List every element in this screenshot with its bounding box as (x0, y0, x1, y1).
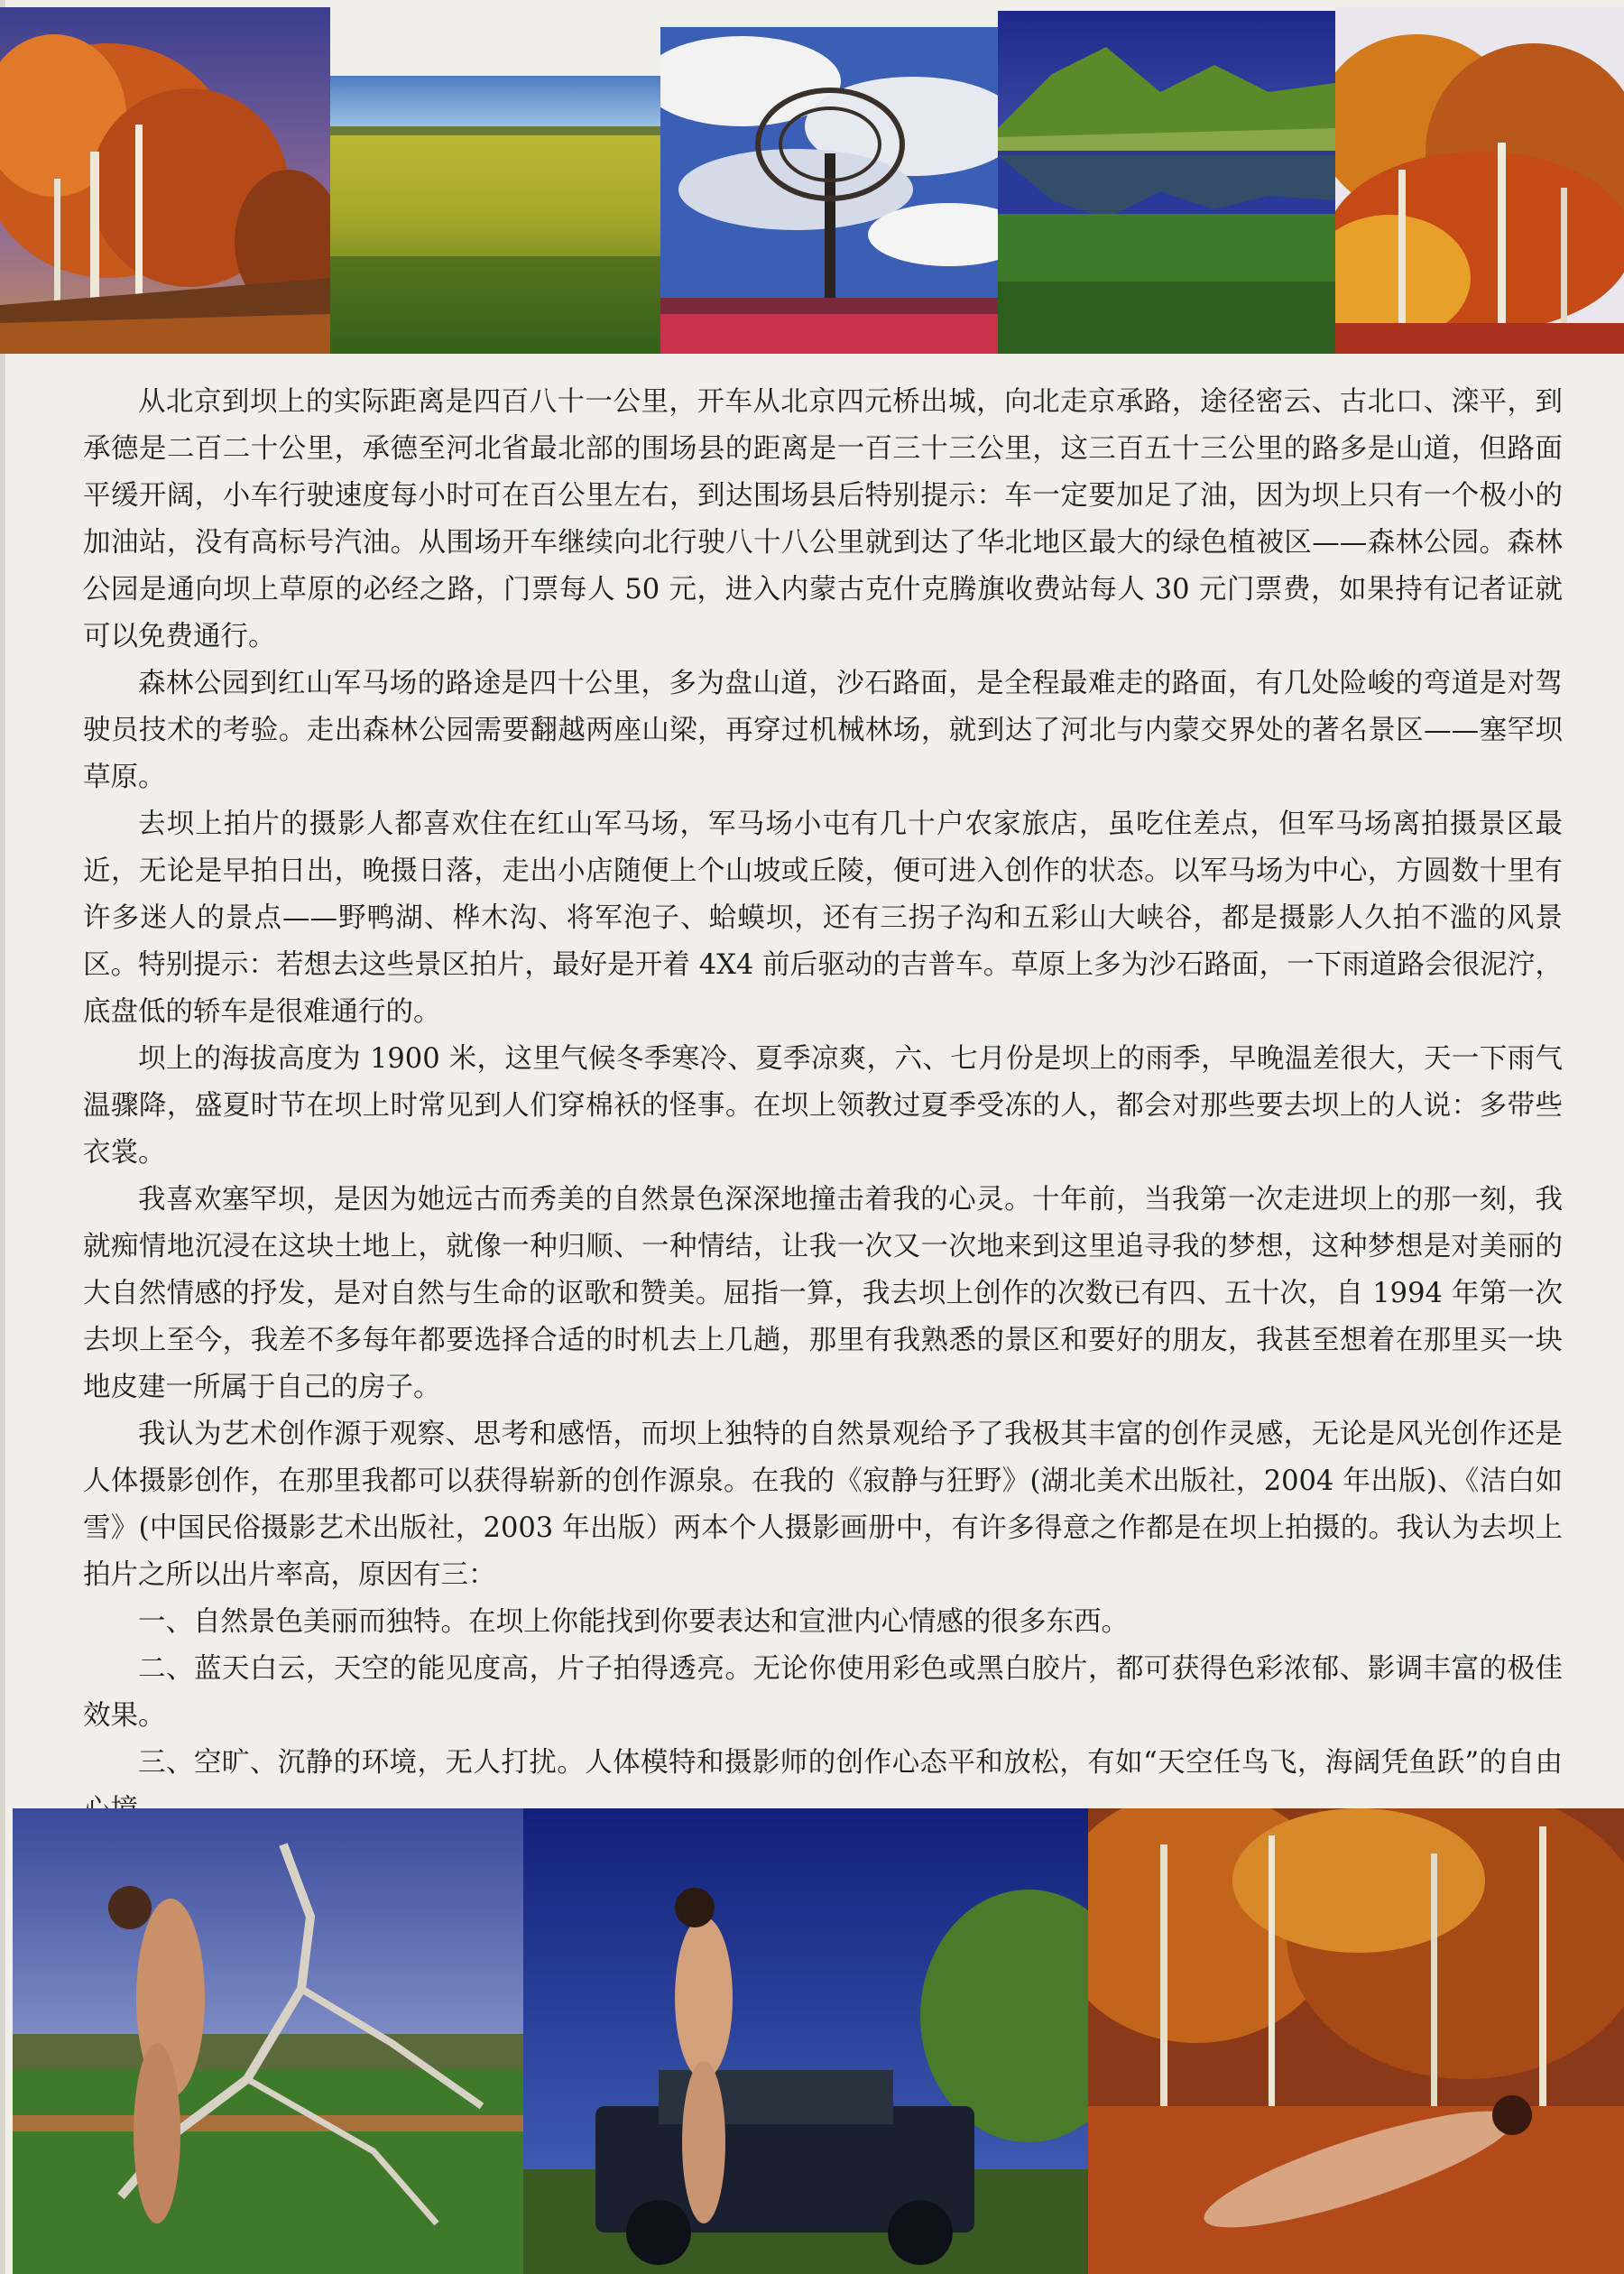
top-photo-strip (0, 0, 1624, 354)
article-paragraph: 我认为艺术创作源于观察、思考和感悟，而坝上独特的自然景观给予了我极其丰富的创作灵感，无论是风光创作还是人体摄影创作，在那里我都可以获得崭新的创作源泉。在我的《寂静与狂野》(湖北美术出版社，2004 年出版)、《洁白如雪》(中国民俗摄影艺术出版社，2003 年出版）两本个人摄影画册中，有许多得意之作都是在坝上拍摄的。我认为去坝上拍片之所以出片率高，原因有三： (83, 1419, 1563, 1591)
article-paragraph: 一、自然景色美丽而独特。在坝上你能找到你要表达和宣泄内心情感的很多东西。 (138, 1606, 1129, 1638)
photo-lone-tree-under-clouds (660, 27, 998, 354)
article-paragraph: 去坝上拍片的摄影人都喜欢住在红山军马场，军马场小屯有几十户农家旅店，虽吃住差点，但军马场离拍摄景区最近，无论是早拍日出，晚摄日落，走出小店随便上个山坡或丘陵，便可进入创作的状态。以军马场为中心，方圆数十里有许多迷人的景点——野鸭湖、桦木沟、将军泡子、蛤蟆坝，还有三拐子沟和五彩山大峡谷，都是摄影人久拍不滥的风景区。特别提示：若想去这些景区拍片，最好是开着 4X4 前后驱动的吉普车。草原上多为沙石路面，一下雨道路会很泥泞，底盘低的轿车是很难通行的。 (83, 809, 1563, 1028)
article-paragraph: 坝上的海拔高度为 1900 米，这里气候冬季寒冷、夏季凉爽，六、七月份是坝上的雨季，早晚温差很大，天一下雨气温骤降，盛夏时节在坝上时常见到人们穿棉袄的怪事。在坝上领教过夏季受冻的人，都会对那些要去坝上的人说：多带些衣裳。 (83, 1043, 1563, 1169)
photo-yellow-rapeseed-field (330, 76, 660, 354)
article-paragraph: 三、空旷、沉静的环境，无人打扰。人体模特和摄影师的创作心态平和放松，有如“天空任鸟飞，海阔凭鱼跃”的自由 (138, 1747, 1563, 1779)
article-paragraph: 我喜欢塞罕坝，是因为她远古而秀美的自然景色深深地撞击着我的心灵。十年前，当我第一次走进坝上的那一刻，我就痴情地沉浸在这块土地上，就像一种归顺、一种情结，让我一次又一次地来到这里追寻我的梦想，这种梦想是对美丽的大自然情感的抒发，是对自然与生命的讴歌和赞美。屈指一算，我去坝上创作的次数已有四、五十次，自 1994 年第一次去坝上至今，我差不多每年都要选择合适的时机去上几趟，那里有我熟悉的景区和要好的朋友，我甚至想着在那里买一块地皮建一所属于自己的房子。 (83, 1184, 1563, 1403)
photo-autumn-forest (1335, 7, 1624, 354)
photo-figure-with-fallen-branch (13, 1808, 523, 2274)
bottom-photo-strip (0, 1808, 1624, 2274)
article-body (83, 379, 1563, 1927)
article-paragraph: 森林公园到红山军马场的路途是四十公里，多为盘山道，沙石路面，是全程最难走的路面，有几处险峻的弯道是对驾驶员技术的考验。走出森林公园需要翻越两座山梁，再穿过机械林场，就到达了河北与内蒙交界处的著名景区——塞罕坝草原。 (83, 668, 1563, 793)
photo-figure-in-autumn-woods (1088, 1808, 1624, 2274)
article-paragraph: 二、蓝天白云，天空的能见度高，片子拍得透亮。无论你使用彩色或黑白胶片，都可获得色彩浓郁、影调丰富的极佳效果。 (83, 1653, 1563, 1732)
photo-autumn-birch-trees (0, 7, 330, 354)
photo-lake-and-green-hills (998, 11, 1335, 354)
photo-figure-with-jeep (523, 1808, 1088, 2274)
article-paragraph: 从北京到坝上的实际距离是四百八十一公里，开车从北京四元桥出城，向北走京承路，途径密云、古北口、滦平，到承德是二百二十公里，承德至河北省最北部的围场县的距离是一百三十三公里，这三百五十三公里的路多是山道，但路面平缓开阔，小车行驶速度每小时可在百公里左右，到达围场县后特别提示：车一定要加足了油，因为坝上只有一个极小的加油站，没有高标号汽油。从围场开车继续向北行驶八十八公里就到达了华北地区最大的绿色植被区——森林公园。森林公园是通向坝上草原的必经之路，门票每人 50 元，进入内蒙古克什克腾旗收费站每人 30 元门票费，如果持有记者证就可以免费通行。 (83, 386, 1563, 652)
